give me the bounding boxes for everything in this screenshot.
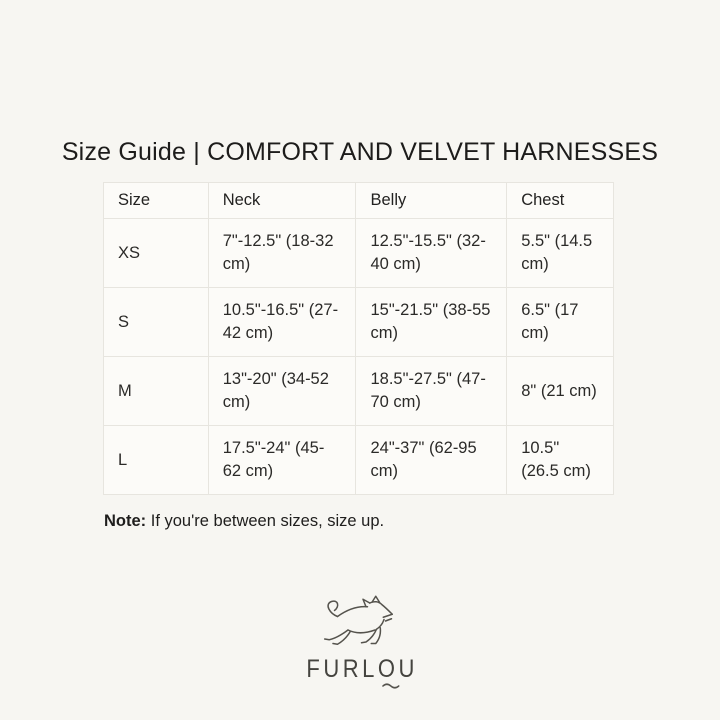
column-header-neck: Neck	[208, 183, 356, 219]
brand-wordmark	[302, 655, 417, 684]
neck-cell: 7"-12.5" (18-32 cm)	[208, 219, 356, 288]
chest-cell: 8" (21 cm)	[507, 357, 614, 426]
note-text: If you're between sizes, size up.	[146, 512, 385, 530]
column-header-chest: Chest	[507, 183, 614, 219]
neck-cell: 10.5"-16.5" (27-42 cm)	[208, 288, 356, 357]
size-guide-table-container	[103, 182, 614, 495]
page-title: Size Guide | COMFORT AND VELVET HARNESSES	[61, 138, 659, 166]
size-guide-table	[103, 182, 614, 495]
size-cell: XS	[104, 219, 209, 288]
table-row-m	[104, 357, 614, 426]
chest-cell: 10.5" (26.5 cm)	[507, 426, 614, 495]
chest-cell: 6.5" (17 cm)	[507, 288, 614, 357]
table-row-xs	[104, 219, 614, 288]
size-cell: M	[104, 357, 209, 426]
chest-cell: 5.5" (14.5 cm)	[507, 219, 614, 288]
brand-footer	[0, 594, 720, 684]
size-cell: L	[104, 426, 209, 495]
neck-cell: 13"-20" (34-52 cm)	[208, 357, 356, 426]
belly-cell: 24"-37" (62-95 cm)	[356, 426, 507, 495]
neck-cell: 17.5"-24" (45-62 cm)	[208, 426, 356, 495]
size-cell: S	[104, 288, 209, 357]
column-header-size: Size	[104, 183, 209, 219]
table-row-s	[104, 288, 614, 357]
table-row-l	[104, 426, 614, 495]
belly-cell: 18.5"-27.5" (47-70 cm)	[356, 357, 507, 426]
belly-cell: 12.5"-15.5" (32-40 cm)	[356, 219, 507, 288]
table-header-row	[104, 183, 614, 219]
brand-name: FURLOU	[305, 655, 418, 683]
sizing-note	[104, 511, 384, 532]
column-header-belly: Belly	[356, 183, 507, 219]
leaping-dog-icon	[314, 594, 406, 654]
note-label: Note:	[104, 512, 147, 530]
belly-cell: 15"-21.5" (38-55 cm)	[356, 288, 507, 357]
wave-underline-icon	[382, 682, 400, 689]
